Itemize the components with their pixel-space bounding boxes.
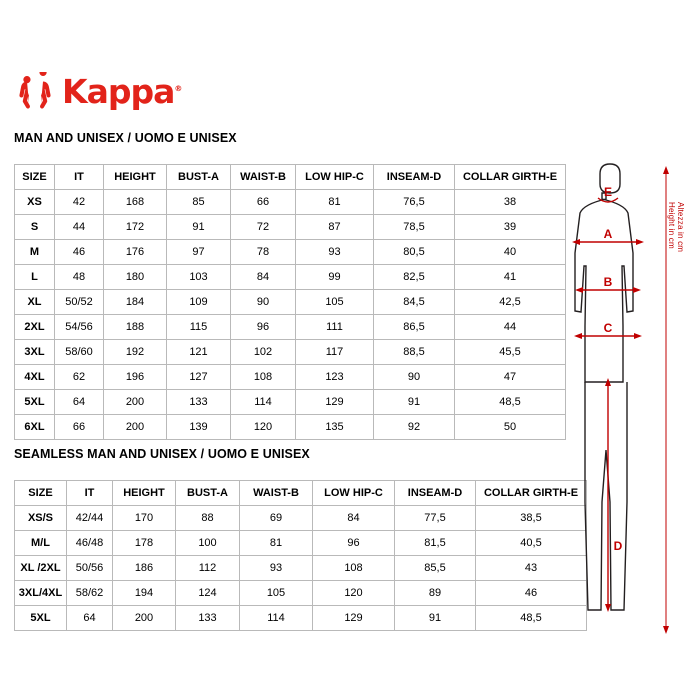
cell-collar: 47 bbox=[455, 365, 566, 390]
cell-size: XS/S bbox=[15, 506, 67, 531]
col-collar-girth-e: COLLAR GIRTH-E bbox=[455, 165, 566, 190]
cell-waist: 69 bbox=[240, 506, 313, 531]
cell-height: 184 bbox=[104, 290, 167, 315]
cell-bust: 124 bbox=[176, 581, 240, 606]
cell-waist: 105 bbox=[240, 581, 313, 606]
cell-waist: 78 bbox=[231, 240, 296, 265]
col-size: SIZE bbox=[15, 165, 55, 190]
cell-size: 6XL bbox=[15, 415, 55, 440]
cell-height: 194 bbox=[113, 581, 176, 606]
cell-collar: 41 bbox=[455, 265, 566, 290]
section-title-seamless-man-and-unisex: SEAMLESS MAN AND UNISEX / UOMO E UNISEX bbox=[14, 447, 310, 461]
cell-size: 4XL bbox=[15, 365, 55, 390]
cell-waist: 81 bbox=[240, 531, 313, 556]
cell-collar: 45,5 bbox=[455, 340, 566, 365]
table-row bbox=[15, 390, 566, 415]
cell-waist: 72 bbox=[231, 215, 296, 240]
cell-collar: 48,5 bbox=[476, 606, 587, 631]
cell-height: 176 bbox=[104, 240, 167, 265]
col-height: HEIGHT bbox=[104, 165, 167, 190]
cell-bust: 91 bbox=[167, 215, 231, 240]
cell-it: 62 bbox=[55, 365, 104, 390]
cell-height: 192 bbox=[104, 340, 167, 365]
cell-waist: 120 bbox=[231, 415, 296, 440]
cell-hip: 99 bbox=[296, 265, 374, 290]
cell-inseam: 81,5 bbox=[395, 531, 476, 556]
cell-bust: 133 bbox=[176, 606, 240, 631]
cell-height: 200 bbox=[104, 415, 167, 440]
cell-collar: 46 bbox=[476, 581, 587, 606]
col-waist-b: WAIST-B bbox=[240, 481, 313, 506]
cell-inseam: 78,5 bbox=[374, 215, 455, 240]
table-row bbox=[15, 506, 587, 531]
svg-text:C: C bbox=[603, 321, 613, 335]
cell-bust: 115 bbox=[167, 315, 231, 340]
cell-bust: 88 bbox=[176, 506, 240, 531]
cell-it: 44 bbox=[55, 215, 104, 240]
cell-inseam: 92 bbox=[374, 415, 455, 440]
cell-bust: 103 bbox=[167, 265, 231, 290]
cell-inseam: 85,5 bbox=[395, 556, 476, 581]
cell-hip: 120 bbox=[313, 581, 395, 606]
cell-collar: 44 bbox=[455, 315, 566, 340]
cell-inseam: 91 bbox=[395, 606, 476, 631]
cell-collar: 38 bbox=[455, 190, 566, 215]
col-low-hip-c: LOW HIP-C bbox=[313, 481, 395, 506]
cell-collar: 43 bbox=[476, 556, 587, 581]
cell-inseam: 80,5 bbox=[374, 240, 455, 265]
cell-hip: 81 bbox=[296, 190, 374, 215]
cell-hip: 135 bbox=[296, 415, 374, 440]
cell-collar: 38,5 bbox=[476, 506, 587, 531]
cell-it: 42 bbox=[55, 190, 104, 215]
cell-height: 186 bbox=[113, 556, 176, 581]
cell-inseam: 90 bbox=[374, 365, 455, 390]
cell-it: 54/56 bbox=[55, 315, 104, 340]
cell-waist: 93 bbox=[240, 556, 313, 581]
cell-size: XL bbox=[15, 290, 55, 315]
cell-it: 42/44 bbox=[67, 506, 113, 531]
cell-bust: 109 bbox=[167, 290, 231, 315]
cell-size: 2XL bbox=[15, 315, 55, 340]
cell-size: S bbox=[15, 215, 55, 240]
cell-inseam: 86,5 bbox=[374, 315, 455, 340]
height-label-it: Altezza in cm bbox=[676, 202, 685, 253]
col-it: IT bbox=[67, 481, 113, 506]
table-row bbox=[15, 531, 587, 556]
cell-inseam: 88,5 bbox=[374, 340, 455, 365]
cell-hip: 84 bbox=[313, 506, 395, 531]
cell-collar: 40,5 bbox=[476, 531, 587, 556]
cell-it: 64 bbox=[67, 606, 113, 631]
col-it: IT bbox=[55, 165, 104, 190]
cell-size: 3XL bbox=[15, 340, 55, 365]
svg-text:A: A bbox=[603, 227, 613, 241]
cell-collar: 48,5 bbox=[455, 390, 566, 415]
cell-it: 50/56 bbox=[67, 556, 113, 581]
cell-it: 58/60 bbox=[55, 340, 104, 365]
cell-bust: 127 bbox=[167, 365, 231, 390]
cell-it: 64 bbox=[55, 390, 104, 415]
cell-height: 172 bbox=[104, 215, 167, 240]
cell-hip: 117 bbox=[296, 340, 374, 365]
cell-it: 50/52 bbox=[55, 290, 104, 315]
cell-size: 5XL bbox=[15, 606, 67, 631]
col-height: HEIGHT bbox=[113, 481, 176, 506]
cell-waist: 108 bbox=[231, 365, 296, 390]
table-header-row bbox=[15, 481, 587, 506]
cell-collar: 39 bbox=[455, 215, 566, 240]
cell-hip: 108 bbox=[313, 556, 395, 581]
cell-size: M bbox=[15, 240, 55, 265]
table-row bbox=[15, 365, 566, 390]
cell-waist: 66 bbox=[231, 190, 296, 215]
height-label-en: Height in cm bbox=[667, 202, 676, 249]
cell-it: 58/62 bbox=[67, 581, 113, 606]
col-waist-b: WAIST-B bbox=[231, 165, 296, 190]
cell-waist: 96 bbox=[231, 315, 296, 340]
cell-size: XS bbox=[15, 190, 55, 215]
cell-it: 46 bbox=[55, 240, 104, 265]
table-row bbox=[15, 265, 566, 290]
cell-collar: 40 bbox=[455, 240, 566, 265]
cell-hip: 96 bbox=[313, 531, 395, 556]
cell-height: 168 bbox=[104, 190, 167, 215]
cell-height: 200 bbox=[113, 606, 176, 631]
brand-logo bbox=[14, 72, 181, 110]
cell-it: 46/48 bbox=[67, 531, 113, 556]
col-low-hip-c: LOW HIP-C bbox=[296, 165, 374, 190]
cell-bust: 139 bbox=[167, 415, 231, 440]
cell-hip: 87 bbox=[296, 215, 374, 240]
col-inseam-d: INSEAM-D bbox=[395, 481, 476, 506]
section-title-man-and-unisex: MAN AND UNISEX / UOMO E UNISEX bbox=[14, 131, 237, 145]
cell-waist: 114 bbox=[240, 606, 313, 631]
table-row bbox=[15, 556, 587, 581]
cell-bust: 100 bbox=[176, 531, 240, 556]
cell-inseam: 84,5 bbox=[374, 290, 455, 315]
col-inseam-d: INSEAM-D bbox=[374, 165, 455, 190]
cell-waist: 90 bbox=[231, 290, 296, 315]
cell-bust: 112 bbox=[176, 556, 240, 581]
table-row bbox=[15, 315, 566, 340]
male-body-measurement-diagram bbox=[562, 160, 686, 640]
cell-hip: 93 bbox=[296, 240, 374, 265]
table-row bbox=[15, 215, 566, 240]
col-collar-girth-e: COLLAR GIRTH-E bbox=[476, 481, 587, 506]
table-row bbox=[15, 290, 566, 315]
cell-size: XL /2XL bbox=[15, 556, 67, 581]
table-row bbox=[15, 606, 587, 631]
table-row bbox=[15, 240, 566, 265]
kappa-omini-logo-icon bbox=[14, 72, 56, 110]
table-row bbox=[15, 340, 566, 365]
cell-height: 188 bbox=[104, 315, 167, 340]
cell-hip: 129 bbox=[296, 390, 374, 415]
svg-text:D: D bbox=[613, 539, 623, 553]
cell-height: 200 bbox=[104, 390, 167, 415]
cell-collar: 42,5 bbox=[455, 290, 566, 315]
cell-size: 3XL/4XL bbox=[15, 581, 67, 606]
trademark-symbol: ® bbox=[174, 83, 182, 93]
cell-hip: 111 bbox=[296, 315, 374, 340]
svg-text:E: E bbox=[603, 185, 613, 199]
cell-size: 5XL bbox=[15, 390, 55, 415]
table-header-row bbox=[15, 165, 566, 190]
cell-inseam: 82,5 bbox=[374, 265, 455, 290]
cell-inseam: 76,5 bbox=[374, 190, 455, 215]
cell-bust: 97 bbox=[167, 240, 231, 265]
cell-bust: 121 bbox=[167, 340, 231, 365]
size-table-man-and-unisex bbox=[14, 164, 566, 440]
cell-size: L bbox=[15, 265, 55, 290]
cell-inseam: 77,5 bbox=[395, 506, 476, 531]
cell-hip: 105 bbox=[296, 290, 374, 315]
size-table-seamless-man-and-unisex bbox=[14, 480, 587, 631]
col-bust-a: BUST-A bbox=[176, 481, 240, 506]
col-bust-a: BUST-A bbox=[167, 165, 231, 190]
table-row bbox=[15, 415, 566, 440]
table-row bbox=[15, 190, 566, 215]
cell-inseam: 89 bbox=[395, 581, 476, 606]
cell-waist: 114 bbox=[231, 390, 296, 415]
cell-inseam: 91 bbox=[374, 390, 455, 415]
cell-height: 196 bbox=[104, 365, 167, 390]
brand-name: Kappa® bbox=[62, 71, 182, 111]
cell-height: 170 bbox=[113, 506, 176, 531]
cell-bust: 133 bbox=[167, 390, 231, 415]
cell-hip: 123 bbox=[296, 365, 374, 390]
cell-height: 178 bbox=[113, 531, 176, 556]
cell-collar: 50 bbox=[455, 415, 566, 440]
cell-hip: 129 bbox=[313, 606, 395, 631]
cell-height: 180 bbox=[104, 265, 167, 290]
cell-it: 48 bbox=[55, 265, 104, 290]
cell-waist: 84 bbox=[231, 265, 296, 290]
table-row bbox=[15, 581, 587, 606]
svg-text:B: B bbox=[603, 275, 613, 289]
col-size: SIZE bbox=[15, 481, 67, 506]
cell-size: M/L bbox=[15, 531, 67, 556]
cell-it: 66 bbox=[55, 415, 104, 440]
cell-bust: 85 bbox=[167, 190, 231, 215]
cell-waist: 102 bbox=[231, 340, 296, 365]
